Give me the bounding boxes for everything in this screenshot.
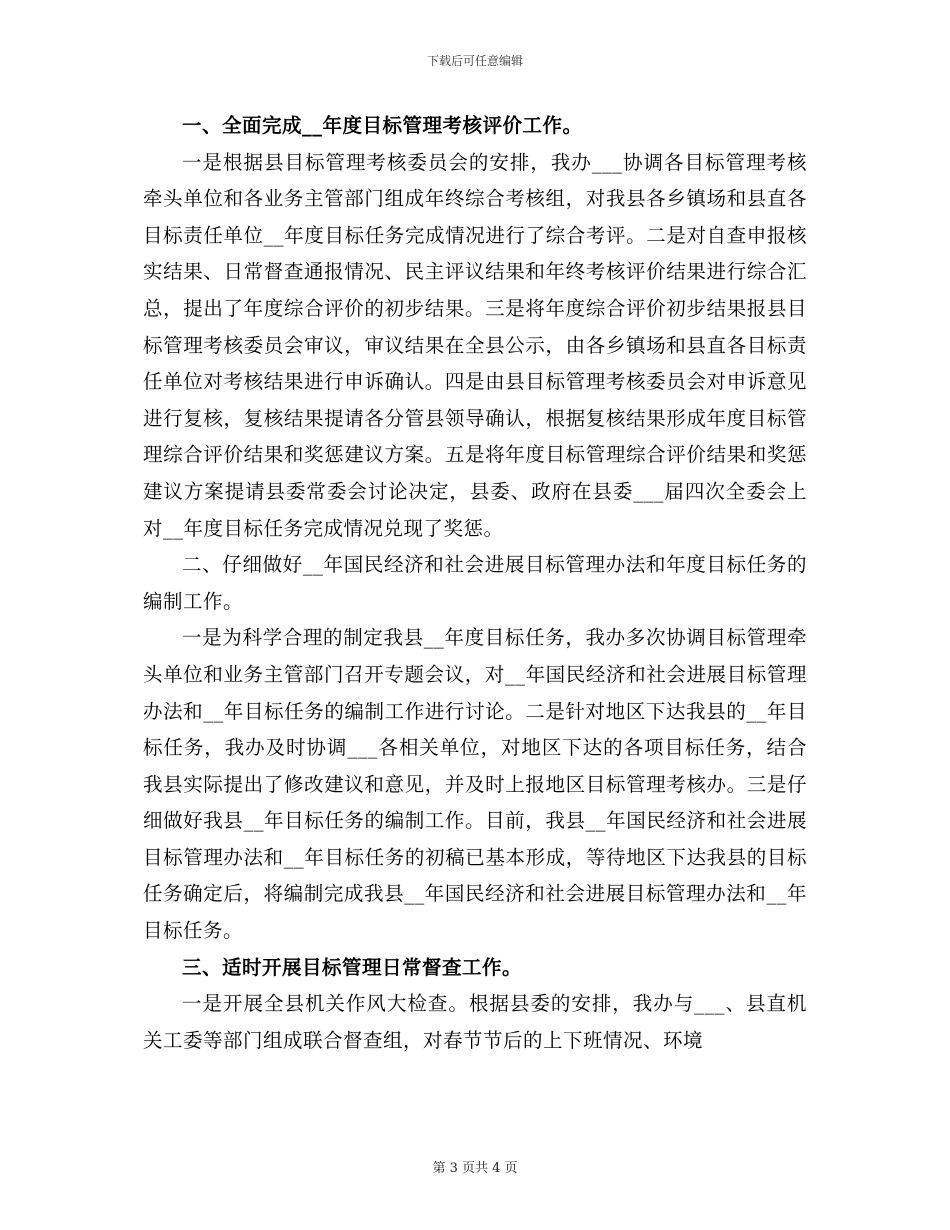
section-heading-2: 二、仔细做好__年国民经济和社会进展目标管理办法和年度目标任务的编制工作。 bbox=[143, 553, 807, 613]
section-heading-3: 三、适时开展目标管理日常督查工作。 bbox=[182, 955, 523, 979]
section-heading-1: 一、全面完成__年度目标管理考核评价工作。 bbox=[182, 114, 583, 137]
page-footer: 第 3 页共 4 页 bbox=[432, 1161, 518, 1176]
body-paragraph-3: 一是开展全县机关作风大检查。根据县委的安排，我办与___、县直机关工委等部门组成联合督查组，对春节节后的上下班情况、环境 bbox=[143, 992, 807, 1052]
body-paragraph-1: 一是根据县目标管理考核委员会的安排，我办___协调各目标管理考核牵头单位和各业务主管部门组成年终综合考核组，对我县各乡镇场和县直各目标责任单位__年度目标任务完成情况进行了综合考评。二是对自查申报核实结果、日常督查通报情况、民主评议结果和年终考核评价结果进行综合汇总，提出了年度综合评价的初步结果。三是将年度综合评价初步结果报县目标管理考核委员会审议，审议结果在全县公示，由各乡镇场和县直各目标责任单位对考核结果进行申诉确认。四是由县目标管理考核委员会对申诉意见进行复核，复核结果提请各分管县领导确认，根据复核结果形成年度目标管理综合评价结果和奖惩建议方案。五是将年度目标管理综合评价结果和奖惩建议方案提请县委常委会讨论决定，县委、政府在县委___届四次全委会上对__年度目标任务完成情况兑现了奖惩。 bbox=[143, 150, 807, 540]
page-header: 下载后可任意编辑 bbox=[426, 54, 523, 68]
document-body bbox=[143, 108, 807, 1059]
body-paragraph-2: 一是为科学合理的制定我县__年度目标任务，我办多次协调目标管理牵头单位和业务主管部门召开专题会议，对__年国民经济和社会进展目标管理办法和__年目标任务的编制工作进行讨论。二是针对地区下达我县的__年目标任务，我办及时协调___各相关单位，对地区下达的各项目标任务，结合我县实际提出了修改建议和意见，并及时上报地区目标管理考核办。三是仔细做好我县__年目标任务的编制工作。目前，我县__年国民经济和社会进展目标管理办法和__年目标任务的初稿已基本形成，等待地区下达我县的目标任务确定后，将编制完成我县__年国民经济和社会进展目标管理办法和__年目标任务。 bbox=[143, 626, 807, 943]
